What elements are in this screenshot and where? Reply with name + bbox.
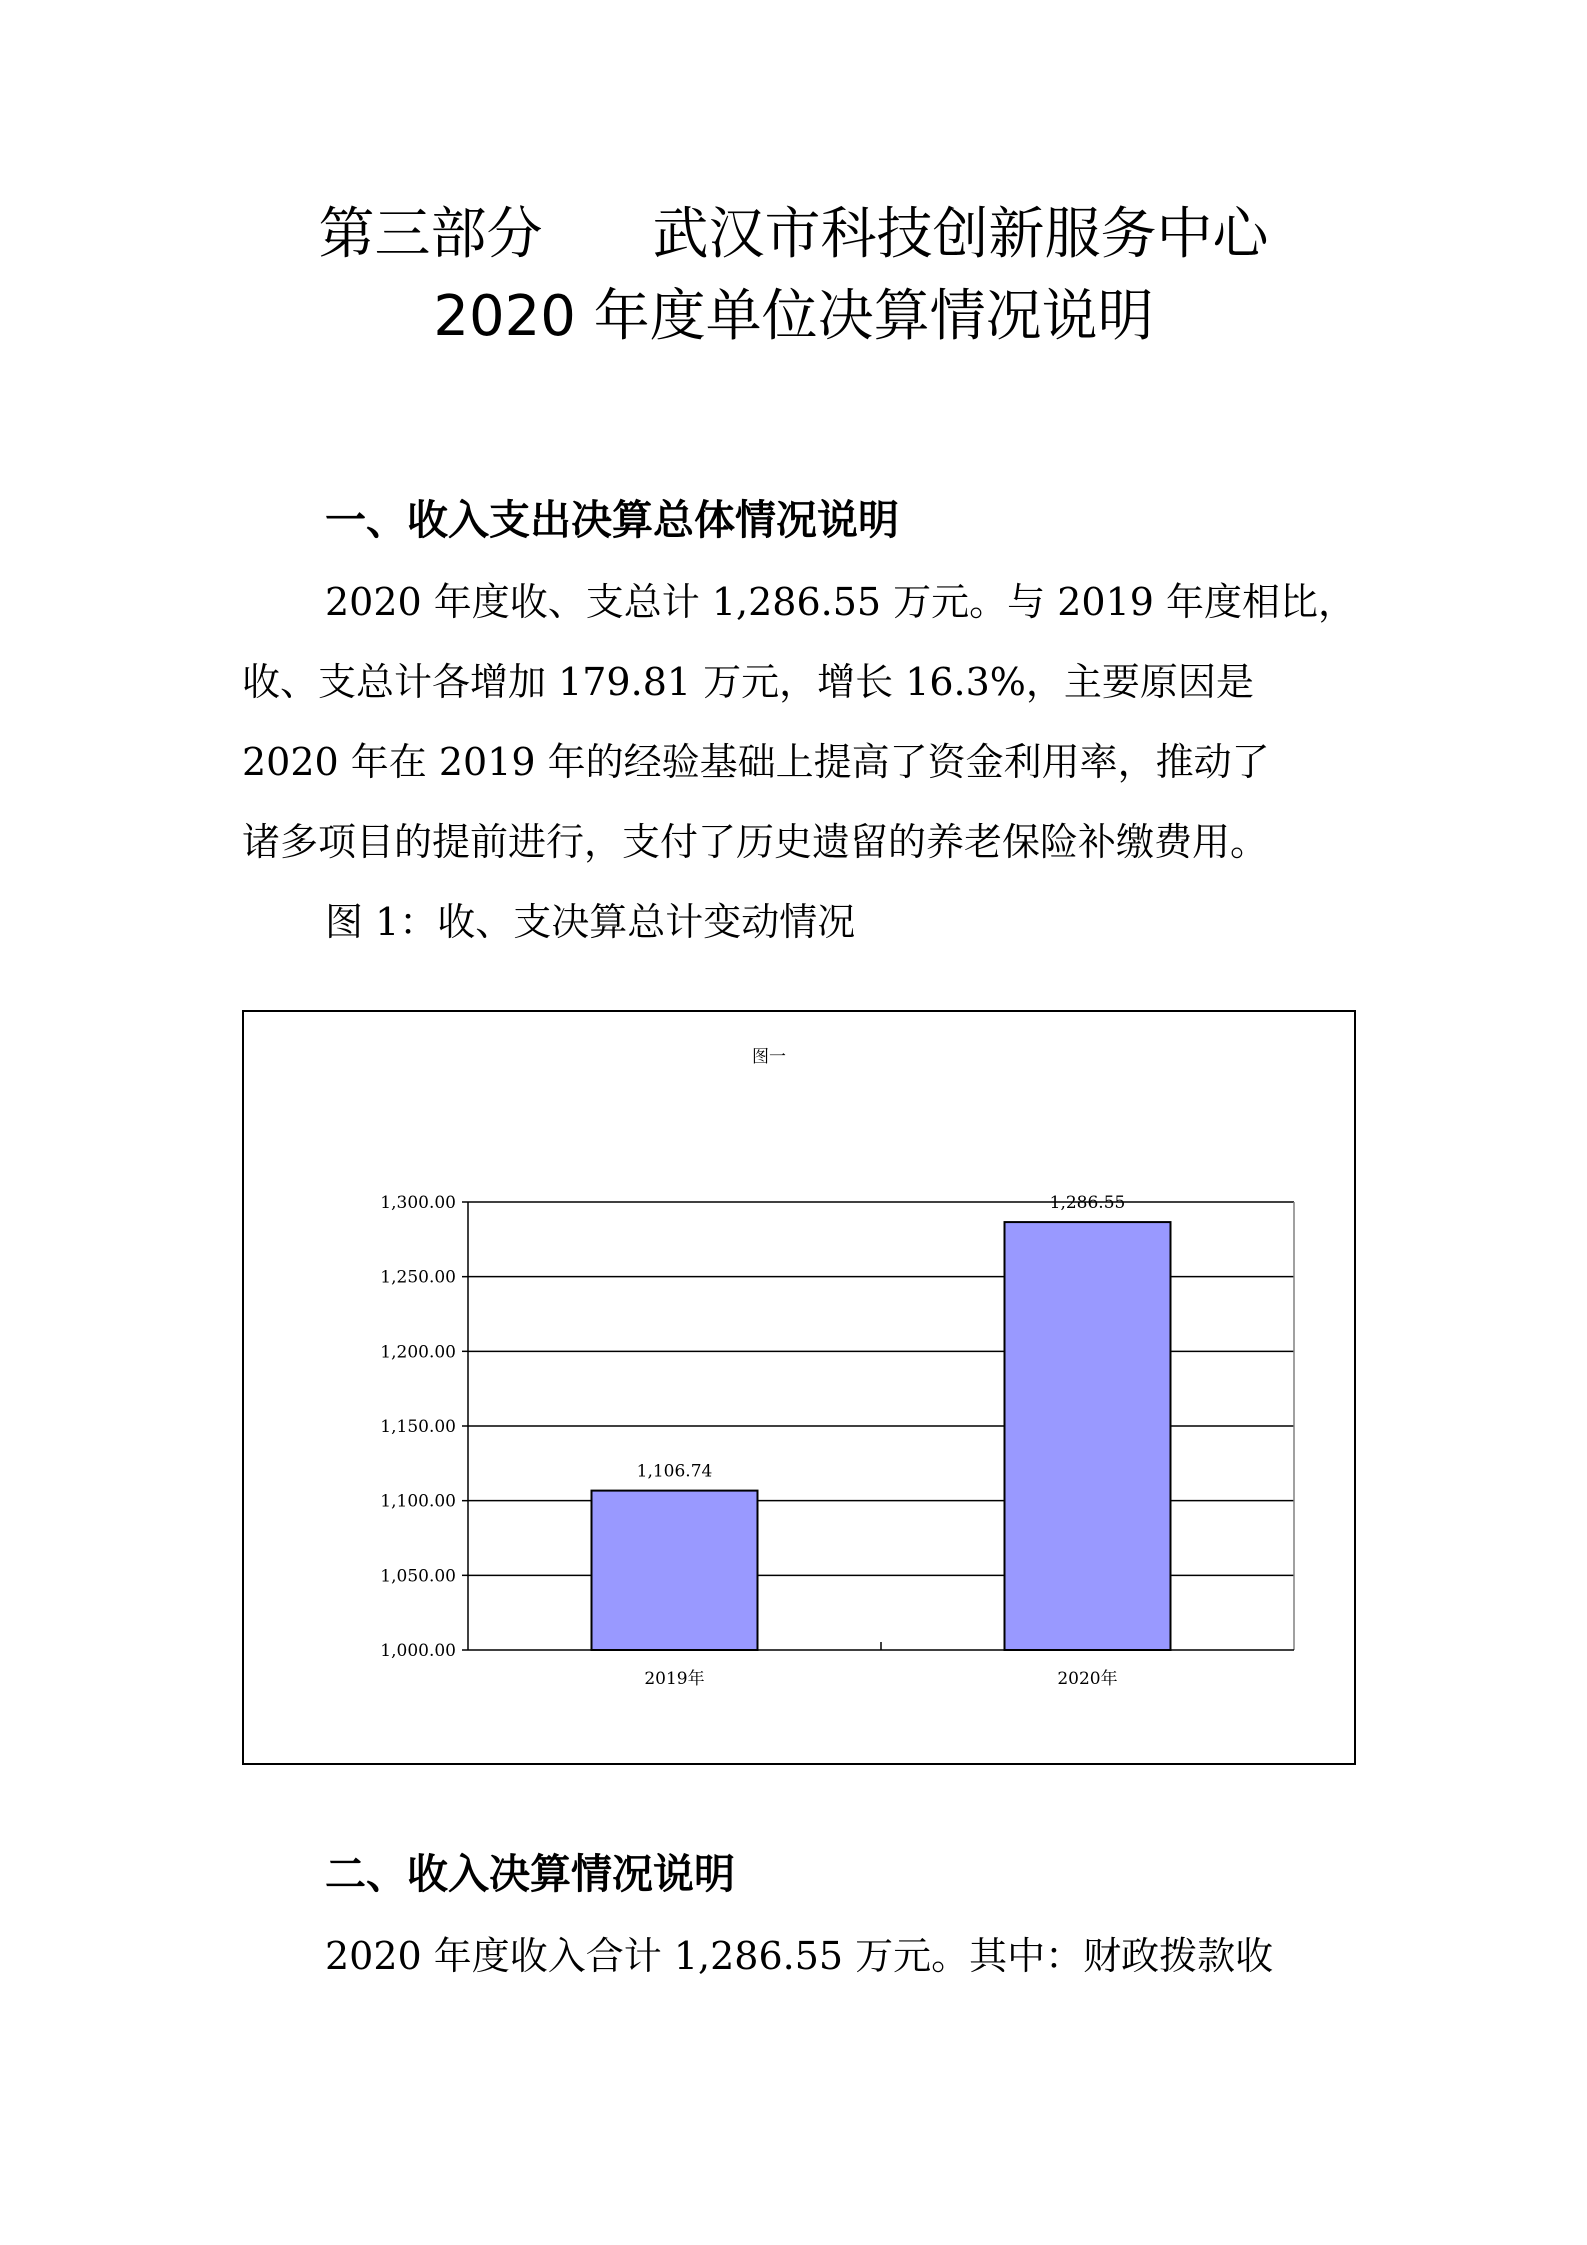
section1-paragraph-line: 2020 年度收、支总计 1,286.55 万元。与 2019 年度相比，	[325, 580, 1357, 624]
section1-paragraph-line: 2020 年在 2019 年的经验基础上提高了资金利用率，推动了	[242, 740, 1270, 784]
chart-title: 图一	[752, 1047, 786, 1067]
y-tick-label: 1,100.00	[380, 1491, 456, 1512]
section2-paragraph-line: 2020 年度收入合计 1,286.55 万元。其中：财政拨款收	[325, 1934, 1274, 1978]
data-label: 1,286.55	[1049, 1193, 1126, 1214]
bar-1	[1005, 1222, 1171, 1650]
x-tick-label: 2019年	[644, 1669, 705, 1689]
y-tick-label: 1,000.00	[380, 1641, 456, 1661]
section1-heading: 一、收入支出决算总体情况说明	[325, 496, 899, 544]
y-tick-label: 1,250.00	[380, 1267, 456, 1288]
chart-frame	[242, 1010, 1356, 1765]
title-part-label: 第三部分	[318, 202, 543, 267]
y-tick-label: 1,050.00	[380, 1566, 456, 1587]
bar-0	[592, 1491, 758, 1650]
y-tick-label: 1,150.00	[380, 1417, 456, 1437]
data-label: 1,106.74	[636, 1461, 713, 1482]
y-tick-label: 1,300.00	[380, 1193, 456, 1213]
y-tick-label: 1,200.00	[380, 1342, 456, 1363]
page-title-line2: 2020 年度单位决算情况说明	[433, 284, 1154, 349]
section1-paragraph-line: 诸多项目的提前进行，支付了历史遗留的养老保险补缴费用。	[242, 820, 1269, 864]
figure-caption: 图 1：收、支决算总计变动情况	[325, 900, 856, 944]
title-org-name: 武汉市科技创新服务中心	[652, 202, 1269, 267]
section1-paragraph-line: 收、支总计各增加 179.81 万元，增长 16.3%，主要原因是	[242, 660, 1254, 704]
x-tick-label: 2020年	[1057, 1669, 1118, 1689]
bar-chart	[244, 1012, 1354, 1763]
section2-heading: 二、收入决算情况说明	[325, 1850, 735, 1898]
page-title-line1	[0, 200, 1587, 270]
